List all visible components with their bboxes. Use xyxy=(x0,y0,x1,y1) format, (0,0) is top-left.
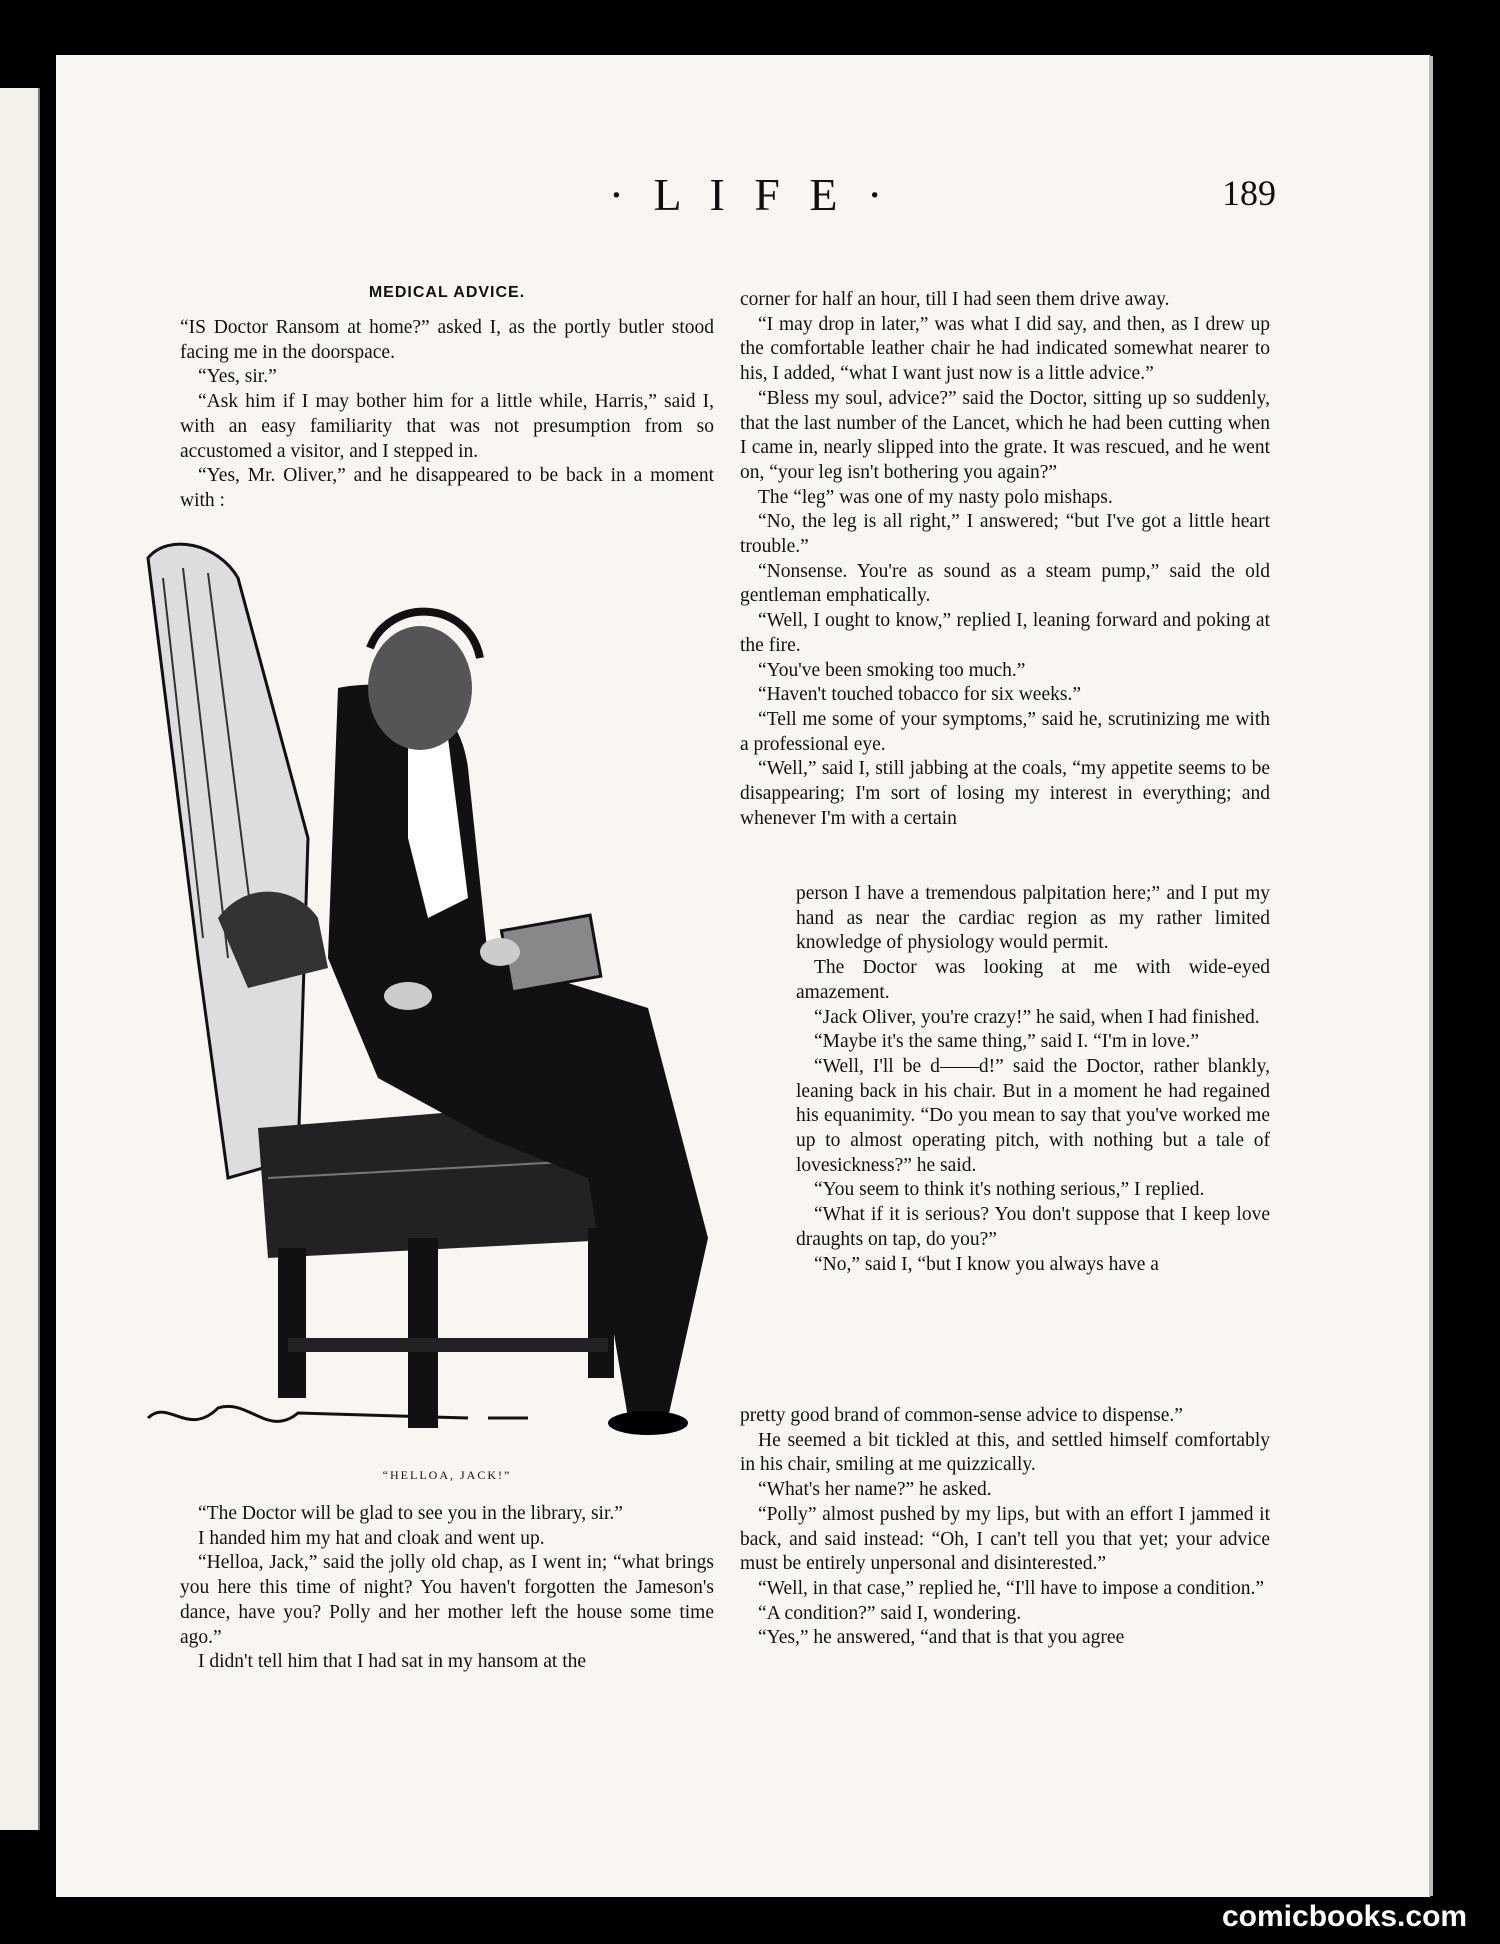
paragraph: “Tell me some of your symptoms,” said he, scrutinizing me with a professional eye. xyxy=(740,708,1270,755)
column-left-bottom xyxy=(180,1502,714,1675)
paragraph: “You seem to think it's nothing serious,” I replied. xyxy=(814,1179,1205,1201)
paragraph: I didn't tell him that I had sat in my hansom at the xyxy=(198,1651,587,1673)
paragraph: “You've been smoking too much.” xyxy=(758,659,1026,681)
paragraph: “Yes, Mr. Oliver,” and he disappeared to be back in a moment with : xyxy=(180,465,714,511)
paragraph: “No,” said I, “but I know you always have a xyxy=(814,1253,1159,1275)
column-right-bottom xyxy=(740,1404,1270,1651)
paragraph: “Ask him if I may bother him for a little while, Harris,” said I, with an easy familiarity that was not presumption from so accustomed a visitor, and I stepped in. xyxy=(180,391,714,462)
paragraph: “Helloa, Jack,” said the jolly old chap, as I went in; “what brings you here this time of night? You haven't forgotten the Jameson's dance, have you? Polly and her mother left the house some time ago.” xyxy=(180,1552,714,1648)
paragraph: pretty good brand of common-sense advice to dispense.” xyxy=(740,1405,1183,1426)
paragraph: “Yes,” he answered, “and that is that you agree xyxy=(758,1627,1125,1649)
column-left-top xyxy=(180,316,714,514)
paragraph: “Well,” said I, still jabbing at the coals, “my appetite seems to be disappearing; I'm sort of losing my interest in everything; and whenever I'm with a certain xyxy=(740,758,1270,829)
paragraph: “Haven't touched tobacco for six weeks.” xyxy=(758,684,1081,706)
column-right-top xyxy=(740,288,1270,831)
paragraph: “What's her name?” he asked. xyxy=(758,1479,992,1501)
paragraph: “I may drop in later,” was what I did say, and then, as I drew up the comfortable leather chair he had indicated somewhat nearer to his, I added, “what I want just now is a little advice.” xyxy=(740,313,1270,385)
paragraph: “A condition?” said I, wondering. xyxy=(758,1602,1022,1624)
paragraph: “Well, I ought to know,” replied I, leaning forward and poking at the fire. xyxy=(740,610,1270,656)
paragraph: corner for half an hour, till I had seen them drive away. xyxy=(740,289,1170,310)
paragraph: “Well, in that case,” replied he, “I'll have to impose a condition.” xyxy=(758,1577,1265,1599)
doctor-illustration xyxy=(108,538,768,1450)
paragraph: “The Doctor will be glad to see you in the library, sir.” xyxy=(198,1503,623,1524)
magazine-title: · L I F E · xyxy=(608,169,892,220)
story-title: MEDICAL ADVICE. xyxy=(368,284,526,301)
page-edge-right xyxy=(1429,56,1433,1896)
paragraph: “Nonsense. You're as sound as a steam pump,” said the old gentleman emphatically. xyxy=(740,560,1270,607)
paragraph: “Maybe it's the same thing,” said I. “I'm in love.” xyxy=(814,1031,1200,1053)
illustration-caption: “HELLOA, JACK!” xyxy=(382,1468,512,1482)
site-watermark: comicbooks.com xyxy=(1222,1900,1468,1933)
paragraph: “No, the leg is all right,” I answered; “but I've got a little heart trouble.” xyxy=(740,511,1270,558)
paragraph: “Polly” almost pushed by my lips, but with an effort I jammed it back, and said instead: “Oh, I can't tell you that yet; your advice must be entirely unpersonal and disinterested.” xyxy=(740,1503,1270,1575)
paragraph: I handed him my hat and cloak and went up. xyxy=(198,1527,545,1549)
page-number: 189 xyxy=(1222,173,1276,213)
paragraph: “Bless my soul, advice?” said the Doctor, sitting up so suddenly, that the last number of the Lancet, which he had been cutting when I came in, nearly slipped into the grate. It was rescued, and he went on, “your leg isn't bothering you again?” xyxy=(740,387,1270,483)
left-page-edge xyxy=(0,88,40,1830)
paragraph: The Doctor was looking at me with wide-eyed amazement. xyxy=(796,957,1270,1003)
column-right-narrow xyxy=(796,882,1270,1277)
paragraph: “Yes, sir.” xyxy=(198,366,277,388)
paragraph: person I have a tremendous palpitation here;” and I put my hand as near the cardiac region as my rather limited knowledge of physiology would permit. xyxy=(796,883,1270,954)
paragraph: “Jack Oliver, you're crazy!” he said, when I had finished. xyxy=(814,1006,1260,1028)
paragraph: The “leg” was one of my nasty polo mishaps. xyxy=(758,486,1113,508)
paragraph: “IS Doctor Ransom at home?” asked I, as the portly butler stood facing me in the doorspace. xyxy=(180,317,714,363)
paragraph: “Well, I'll be d——d!” said the Doctor, rather blankly, leaning back in his chair. But in a moment he had regained his equanimity. “Do you mean to say that you've worked me up to almost operating pitch, with nothing but a tale of lovesickness?” he said. xyxy=(796,1055,1270,1176)
paragraph: “What if it is serious? You don't suppose that I keep love draughts on tap, do you?” xyxy=(796,1204,1270,1250)
paragraph: He seemed a bit tickled at this, and settled himself comfortably in his chair, smiling at me quizzically. xyxy=(740,1429,1270,1476)
